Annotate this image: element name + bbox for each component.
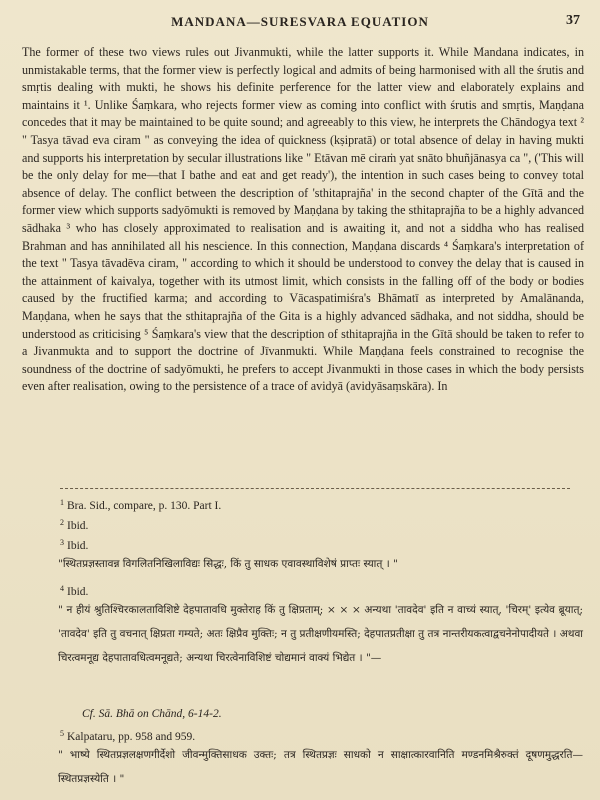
- running-title: MANDANA—SURESVARA EQUATION: [171, 14, 429, 29]
- footnote-text: Ibid.: [67, 520, 89, 532]
- footnote-mark: 2: [60, 518, 64, 527]
- footnote-mark: 3: [60, 538, 64, 547]
- body-paragraph: The former of these two views rules out Jivanmukti, while the latter supports it. While Mandana indicates, in unmistakable terms, that the former view is perfectly logical and admits of being harmonised with all the śrutis and smṛtis dealing with mukti, he shows his definite perference for the latter view and elaborately explains and maintains it ¹. Unlike Śaṃkara, who rejects former view as coming into conflict with śrutis and smṛtis, Maṇḍana concedes that it may be maintained to be quite sound; and agreeably to this view, he interprets the Chāndogya text ² " Tasya tāvad eva ciram " as conveying the idea of quickness (kṣipratā) or total absence of delay in having mukti and supports his interpretation by secular illustrations like " Etāvan mē ciraṁ yat snāto bhuñjānasya ca ", ('This will be the only delay for me—that I bathe and eat and get ready'), the intention in such cases being to convey total absence of delay. The conflict between the description of 'sthitaprajña' in the second chapter of the Gītā and the former view which supports sadyōmukti is removed by Maṇḍana by taking the sthitaprajña to be a highly advanced sādhaka ³ who has closely approximated to realisation and is awaiting it, and not a siddha who has realised Brahman and has annihilated all his nescience. In this connection, Maṇḍana discards ⁴ Śaṃkara's interpretation of the text " Tasya tāvadēva ciram, " according to which it should be understood to convey the delay that is caused in the attainment of kaivalya, together with its utmost limit, which consists in the falling off of the body or bodies caused by the fructified karma; and according to Vācaspatimiśra's Bhāmatī as interpreted by Amalānanda, Maṇḍana, when he says that the sthitaprajña of the Gita is a highly advanced sādhaka, and not siddha, should be understood as criticising ⁵ Śaṃkara's view that the description of sthitaprajña in the Gītā should be taken to refer to a Jivanmukta and to support the doctrine of Jīvanmukti. While Maṇḍana feels constrained to recognise the soundness of the doctrine of sadyōmukti, he prefers to accept Jivanmukti in those cases in which the body persists even after realisation, owing to the persistence of a trace of avidyā (avidyāsaṃskāra). In: [22, 45, 584, 394]
- main-text: [22, 44, 584, 396]
- footnote-4: [60, 584, 88, 598]
- footnote-3-sanskrit: "स्थितप्रज्ञस्तावन्न विगलितनिखिलाविद्यः सिद्धः, किं तु साधक एवावस्थाविशेषं प्राप्तः स्यात् । ": [58, 558, 398, 570]
- footnote-mark: 1: [60, 498, 64, 507]
- page-number: 37: [566, 13, 580, 28]
- page-header: [0, 8, 600, 34]
- footnote-4-reference: Cf. Sā. Bhā on Chānd, 6-14-2.: [82, 708, 222, 720]
- footnote-text: Ibid.: [67, 586, 89, 598]
- footnote-mark: 5: [60, 729, 64, 738]
- footnote-5: [60, 729, 195, 743]
- footnote-text: Ibid.: [67, 540, 89, 552]
- footnote-1: [60, 498, 221, 512]
- footnote-5-sanskrit: " भाष्ये स्थितप्रज्ञलक्षणगीर्देशो जीवन्मुक्तिसाधक उक्तः; तत्र स्थितप्रज्ञः साधको न साक्षात्कारवानिति मण्डनमिश्रैरुक्तं दूषणमुद्धरति—स्थितप्रज्ञस्येति । ": [58, 749, 583, 785]
- footnote-4-sanskrit: " न हीयं श्रुतिश्चिरकालताविशिष्टे देहपातावधि मुक्तेराह किं तु क्षिप्रताम्; × × × अन्यथा 'तावदेव' इति न वाच्यं स्यात्, 'चिरम्' इत्येव ब्रूयात्; 'तावदेव' इति तु वचनात् क्षिप्रता गम्यते; अतः क्षिप्रैव मुक्तिः; न तु प्रतीक्षणीयमस्ति; देहपातप्रतीक्षा तु तत्र नान्तरीयकत्वाद्वचनेनोपादीयते । अथवा चिरत्वमनूद्य देहपातावधित्वमनूद्यते; अन्यथा चिरत्वेनाविशिष्टं चोद्यमानं वाक्यं भिद्येत । "—: [58, 604, 583, 664]
- footnote-text: Bra. Sid., compare, p. 130. Part I.: [67, 500, 222, 512]
- footnote-text: Kalpataru, pp. 958 and 959.: [67, 731, 196, 743]
- footnote-mark: 4: [60, 584, 64, 593]
- footnote-2: [60, 518, 88, 532]
- footnote-separator: [60, 488, 570, 489]
- footnote-3: [60, 538, 88, 552]
